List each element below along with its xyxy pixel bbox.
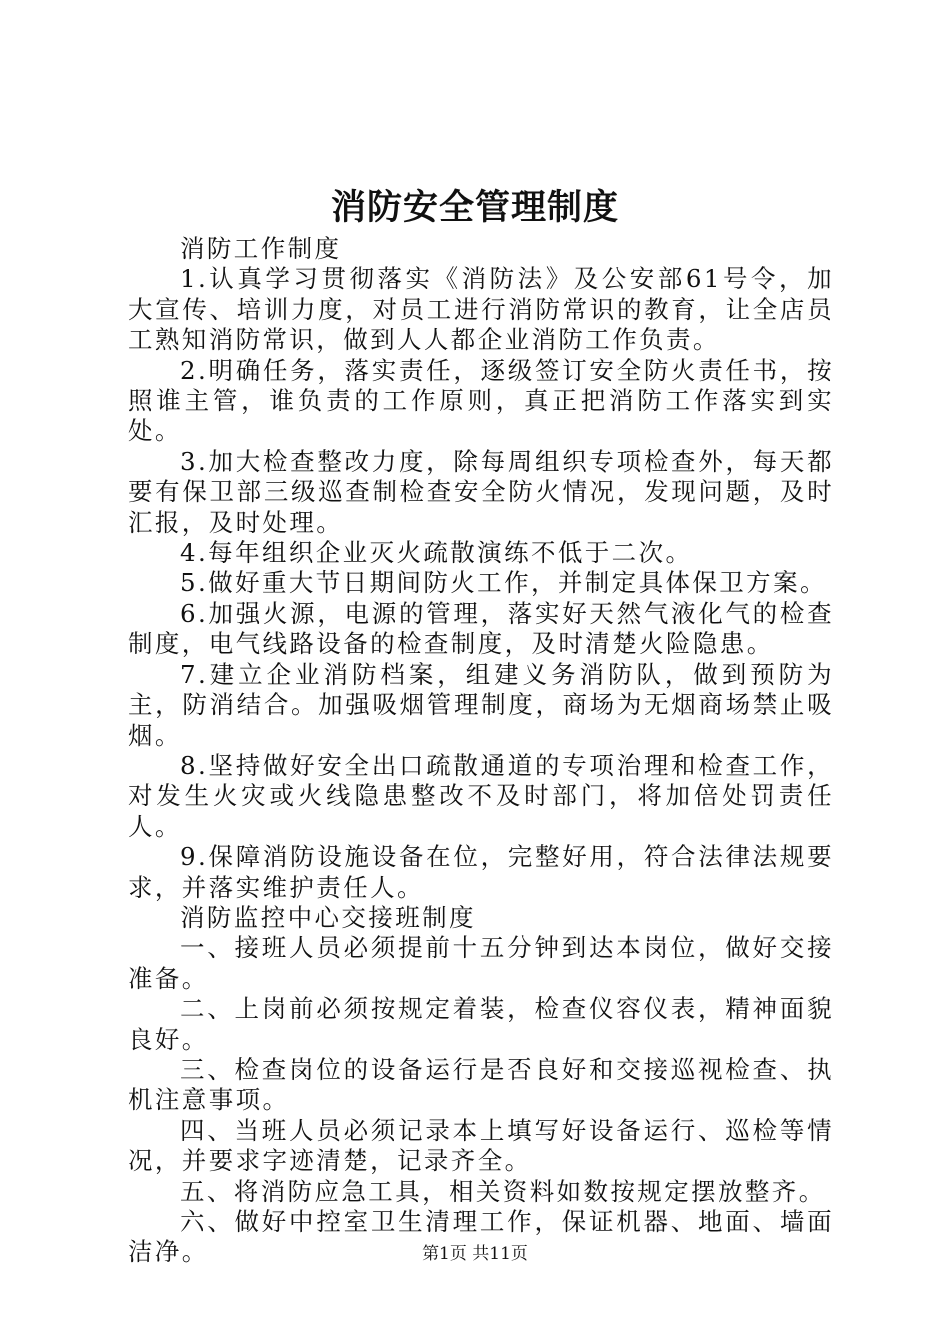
paragraph-item-6: 6.加强火源，电源的管理，落实好天然气液化气的检查制度，电气线路设备的检查制度，及时清楚火险隐患。: [128, 598, 834, 659]
document-title: 消防安全管理制度: [330, 187, 619, 228]
paragraph-item-2: 2.明确任务，落实责任，逐级签订安全防火责任书，按照谁主管，谁负责的工作原则，真正把消防工作落实到实处。: [128, 355, 834, 446]
paragraph-item-8: 8.坚持做好安全出口疏散通道的专项治理和检查工作，对发生火灾或火线隐患整改不及时部门，将加倍处罚责任人。: [128, 750, 834, 841]
paragraph-handover-5: 五、将消防应急工具，相关资料如数按规定摆放整齐。: [180, 1176, 826, 1206]
paragraph-handover-3: 三、检查岗位的设备运行是否良好和交接巡视检查、执机注意事项。: [128, 1054, 834, 1115]
section-heading-fire-work-system: 消防工作制度: [180, 234, 342, 263]
paragraph-handover-6: 六、做好中控室卫生清理工作，保证机器、地面、墙面洁净。: [128, 1207, 834, 1267]
document-body: [128, 234, 834, 1268]
page-number-footer: 第1页 共11页: [422, 1244, 528, 1264]
paragraph-item-7: 7.建立企业消防档案，组建义务消防队，做到预防为主，防消结合。加强吸烟管理制度，商场为无烟商场禁止吸烟。: [128, 659, 834, 750]
section-heading-shift-handover: 消防监控中心交接班制度: [180, 902, 476, 932]
paragraph-handover-1: 一、接班人员必须提前十五分钟到达本岗位，做好交接准备。: [128, 933, 834, 993]
paragraph-item-3: 3.加大检查整改力度，除每周组织专项检查外，每天都要有保卫部三级巡查制检查安全防火情况，发现问题，及时汇报，及时处理。: [128, 446, 834, 537]
paragraph-handover-2: 二、上岗前必须按规定着装，检查仪容仪表，精神面貌良好。: [128, 994, 834, 1054]
paragraph-item-5: 5.做好重大节日期间防火工作，并制定具体保卫方案。: [180, 568, 827, 598]
paragraph-item-9: 9.保障消防设施设备在位，完整好用，符合法律法规要求，并落实维护责任人。: [128, 842, 834, 902]
paragraph-handover-4: 四、当班人员必须记录本上填写好设备运行、巡检等情况，并要求字迹清楚，记录齐全。: [128, 1115, 834, 1176]
paragraph-item-4: 4.每年组织企业灭火疏散演练不低于二次。: [180, 538, 693, 568]
paragraph-item-1: 1.认真学习贯彻落实《消防法》及公安部61号令，加大宣传、培训力度，对员工进行消防常识的教育，让全店员工熟知消防常识，做到人人都企业消防工作负责。: [128, 264, 834, 355]
